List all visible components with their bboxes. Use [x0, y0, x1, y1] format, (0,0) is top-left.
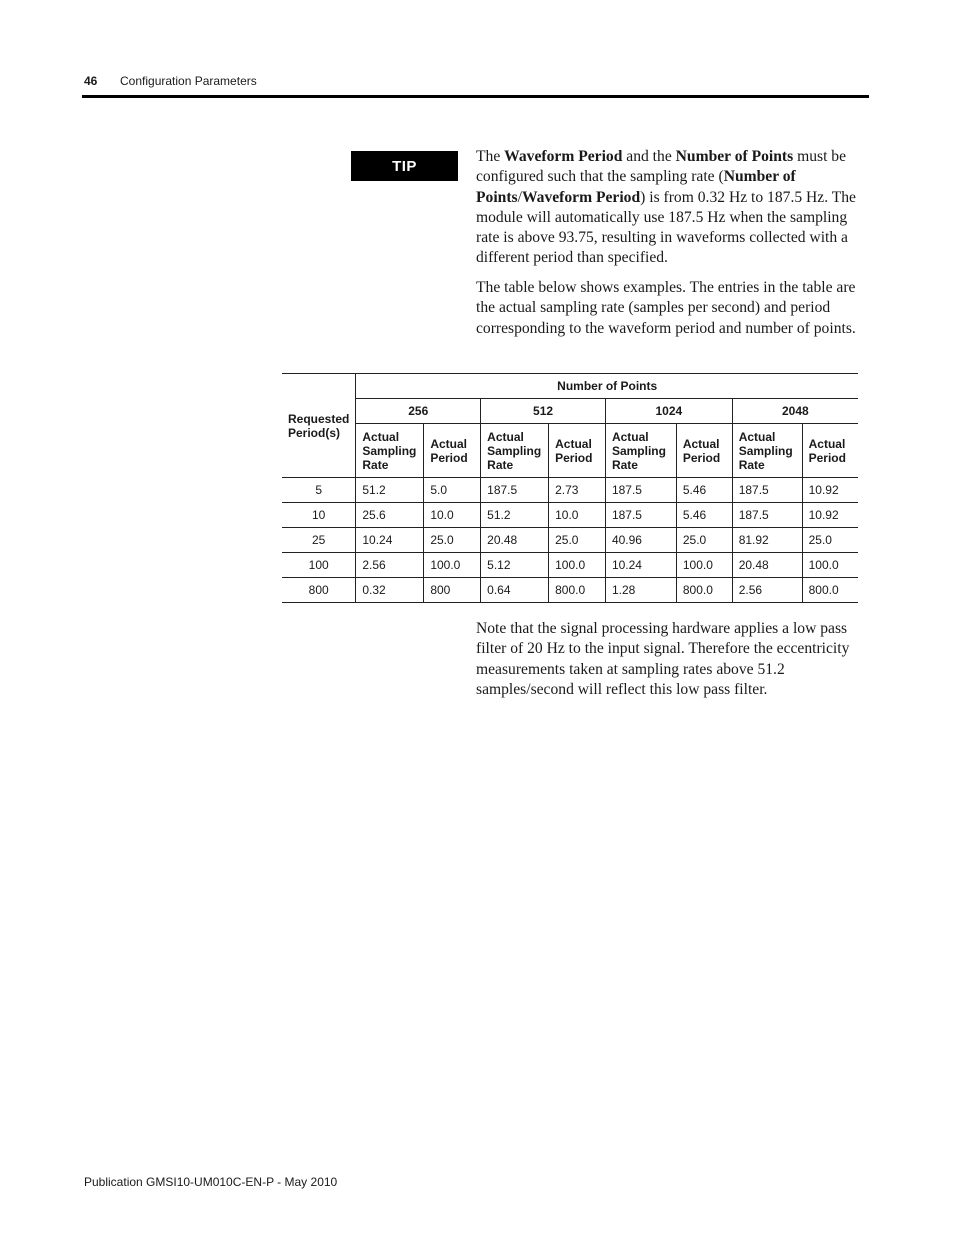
requested-cell: 10 — [282, 503, 356, 528]
table-row — [282, 503, 858, 528]
value-cell: 20.48 — [732, 553, 802, 578]
value-cell: 187.5 — [481, 478, 549, 503]
value-cell: 10.0 — [549, 503, 606, 528]
value-cell: 100.0 — [549, 553, 606, 578]
value-cell: 81.92 — [732, 528, 802, 553]
tip-term: Number of Points — [476, 168, 796, 206]
points-header: 256 — [356, 399, 481, 424]
value-cell: 100.0 — [676, 553, 732, 578]
value-cell: 800 — [424, 578, 481, 603]
value-cell: 10.0 — [424, 503, 481, 528]
note-paragraph: Note that the signal processing hardware applies a low pass filter of 20 Hz to the input signal. Therefore the eccentricity measurements taken at sampling rates above 51.2 samples/second will reflect this low pass filter. — [476, 620, 850, 698]
rate-header: Actual Sampling Rate — [356, 424, 424, 478]
value-cell: 10.92 — [802, 503, 858, 528]
value-cell: 51.2 — [481, 503, 549, 528]
value-cell: 2.56 — [732, 578, 802, 603]
value-cell: 5.46 — [676, 478, 732, 503]
period-header: Actual Period — [424, 424, 481, 478]
value-cell: 187.5 — [732, 478, 802, 503]
period-header: Actual Period — [802, 424, 858, 478]
tip-label: TIP — [351, 151, 458, 181]
tip-text: and the — [622, 148, 676, 165]
points-header: 512 — [481, 399, 606, 424]
value-cell: 51.2 — [356, 478, 424, 503]
tip-paragraph-2: The table below shows examples. The entries in the table are the actual sampling rate (samples per second) and period corresponding to the waveform period and number of points. — [476, 279, 856, 337]
table-row — [282, 528, 858, 553]
value-cell: 10.24 — [605, 553, 676, 578]
tip-text: must be configured such that the sampling rate ( — [476, 148, 847, 186]
points-header: 1024 — [605, 399, 732, 424]
section-title: Configuration Parameters — [120, 74, 257, 88]
tip-paragraph-1 — [476, 147, 868, 269]
rate-header: Actual Sampling Rate — [481, 424, 549, 478]
value-cell: 40.96 — [605, 528, 676, 553]
value-cell: 25.0 — [424, 528, 481, 553]
number-of-points-header: Number of Points — [356, 374, 858, 399]
value-cell: 25.0 — [802, 528, 858, 553]
value-cell: 187.5 — [732, 503, 802, 528]
value-cell: 5.12 — [481, 553, 549, 578]
value-cell: 25.6 — [356, 503, 424, 528]
value-cell: 187.5 — [605, 478, 676, 503]
requested-cell: 5 — [282, 478, 356, 503]
value-cell: 5.46 — [676, 503, 732, 528]
tip-text: ) is from 0.32 Hz to 187.5 Hz. The module will automatically use 187.5 Hz when the sampling rate is above 93.75, resulting in waveforms collected with a different period than specified. — [476, 188, 856, 267]
value-cell: 0.32 — [356, 578, 424, 603]
requested-cell: 800 — [282, 578, 356, 603]
table-row — [282, 578, 858, 603]
period-header: Actual Period — [676, 424, 732, 478]
header-rule — [82, 95, 869, 98]
value-cell: 100.0 — [802, 553, 858, 578]
value-cell: 1.28 — [605, 578, 676, 603]
tip-text: / — [517, 188, 522, 206]
tip-text: The — [476, 148, 505, 165]
value-cell: 100.0 — [424, 553, 481, 578]
value-cell: 20.48 — [481, 528, 549, 553]
value-cell: 25.0 — [549, 528, 606, 553]
value-cell: 5.0 — [424, 478, 481, 503]
period-header: Actual Period — [549, 424, 606, 478]
publication-footer: Publication GMSI10-UM010C-EN-P - May 2010 — [84, 1175, 338, 1189]
rate-header: Actual Sampling Rate — [732, 424, 802, 478]
value-cell: 800.0 — [802, 578, 858, 603]
rate-header: Actual Sampling Rate — [605, 424, 676, 478]
table-row — [282, 553, 858, 578]
tip-term: Waveform Period — [504, 148, 623, 165]
page-number: 46 — [84, 74, 98, 88]
value-cell: 2.56 — [356, 553, 424, 578]
points-header: 2048 — [732, 399, 858, 424]
requested-cell: 100 — [282, 553, 356, 578]
requested-period-header: Requested Period(s) — [282, 374, 356, 478]
value-cell: 25.0 — [676, 528, 732, 553]
value-cell: 0.64 — [481, 578, 549, 603]
tip-term: Waveform Period — [521, 188, 641, 206]
value-cell: 2.73 — [549, 478, 606, 503]
table-row — [282, 478, 858, 503]
value-cell: 10.24 — [356, 528, 424, 553]
tip-term: Number of Points — [675, 148, 794, 165]
requested-cell: 25 — [282, 528, 356, 553]
value-cell: 800.0 — [549, 578, 606, 603]
value-cell: 187.5 — [605, 503, 676, 528]
value-cell: 800.0 — [676, 578, 732, 603]
sampling-rate-table — [282, 373, 858, 603]
value-cell: 10.92 — [802, 478, 858, 503]
